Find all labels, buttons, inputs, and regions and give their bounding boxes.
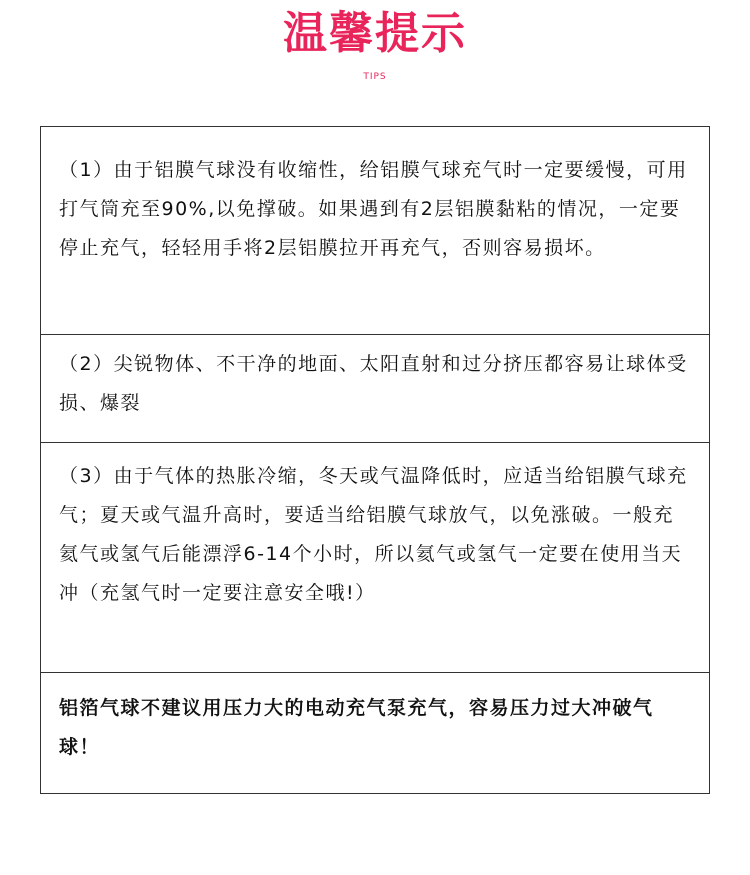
tip-text-2: （2）尖锐物体、不干净的地面、太阳直射和过分挤压都容易让球体受损、爆裂 xyxy=(59,353,688,414)
tip-text-warning: 铝箔气球不建议用压力大的电动充气泵充气，容易压力过大冲破气球！ xyxy=(59,697,654,758)
page-title: 温馨提示 xyxy=(283,8,467,59)
tip-text-1: （1）由于铝膜气球没有收缩性，给铝膜气球充气时一定要缓慢，可用打气筒充至90%,以免撑破。如果遇到有2层铝膜黏粘的情况，一定要停止充气，轻轻用手将2层铝膜拉开再充气，否则容易损坏。 xyxy=(59,159,688,259)
tips-table xyxy=(40,126,710,794)
tip-row-3 xyxy=(41,443,709,673)
tip-text-3: （3）由于气体的热胀冷缩，冬天或气温降低时，应适当给铝膜气球充气；夏天或气温升高时，要适当给铝膜气球放气，以免涨破。一般充氦气或氢气后能漂浮6-14个小时，所以氦气或氢气一定要在使用当天冲（充氢气时一定要注意安全哦!） xyxy=(59,465,688,604)
tip-row-warning xyxy=(41,673,709,793)
page-subtitle: TIPS xyxy=(363,72,387,82)
tip-row-2 xyxy=(41,335,709,443)
tip-row-1 xyxy=(41,127,709,335)
